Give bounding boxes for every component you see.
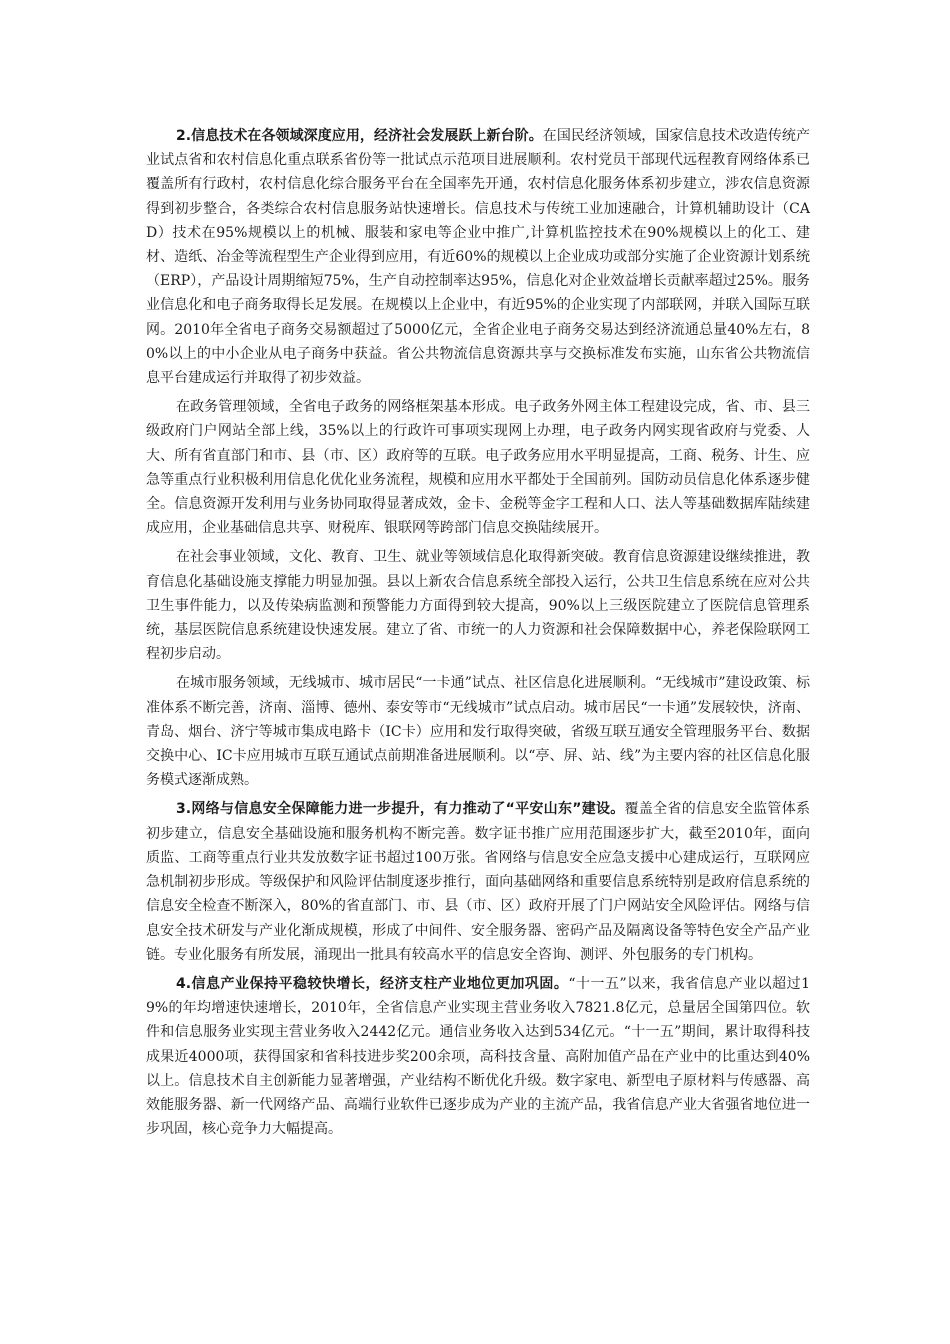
paragraph-text: 覆盖全省的信息安全监管体系初步建立，信息安全基础设施和服务机构不断完善。数字证书推广应用范围逐步扩大，截至2010年，面向质监、工商等重点行业共发放数字证书超过100万张。省网络与信息安全应急支援中心建成运行，互联网应急机制初步形成。等级保护和风险评估制度逐步推行，面向基础网络和重要信息系统特别是政府信息系统的信息安全检查不断深入，80%的省直部门、市、县（市、区）政府开展了门户网站安全风险评估。网络与信息安全技术研发与产业化渐成规模，形成了中间件、安全服务器、密码产品及隔离设备等特色安全产品产业链。专业化服务有所发展，涌现出一批具有较高水平的信息安全咨询、测评、外包服务的专门机构。 xyxy=(146,801,810,963)
document-body xyxy=(146,124,810,1146)
paragraph-text: “十一五”以来，我省信息产业以超过19%的年均增速快速增长，2010年，全省信息产业实现主营业务收入7821.8亿元，总量居全国第四位。软件和信息服务业实现主营业务收入2442亿元。通信业务收入达到534亿元。“十一五”期间，累计取得科技成果近4000项，获得国家和省科技进步奖200余项，高科技含量、高附加值产品在产业中的比重达到40%以上。信息技术自主创新能力显著增强，产业结构不断优化升级。数字家电、新型电子原材料与传感器、高效能服务器、新一代网络产品、高端行业软件已逐步成为产业的主流产品，我省信息产业大省强省地位进一步巩固，核心竞争力大幅提高。 xyxy=(146,975,810,1138)
paragraph-lead: 4.信息产业保持平稳较快增长，经济支柱产业地位更加巩固。 xyxy=(176,975,569,992)
paragraph-e-government xyxy=(146,395,810,540)
paragraph-text: 在社会事业领域，文化、教育、卫生、就业等领域信息化取得新突破。教育信息资源建设继续推进，教育信息化基础设施支撑能力明显加强。县以上新农合信息系统全部投入运行，公共卫生信息系统在应对公共卫生事件能力，以及传染病监测和预警能力方面得到较大提高，90%以上三级医院建立了医院信息管理系统，基层医院信息系统建设快速发展。建立了省、市统一的人力资源和社会保障数据中心，养老保险联网工程初步启动。 xyxy=(146,549,810,663)
paragraph-network-security xyxy=(146,797,810,966)
paragraph-text: 在城市服务领域，无线城市、城市居民“一卡通”试点、社区信息化进展顺利。“无线城市”建设政策、标准体系不断完善，济南、淄博、德州、泰安等市“无线城市”试点启动。城市居民“一卡通”发展较快，济南、青岛、烟台、济宁等城市集成电路卡（IC卡）应用和发行取得突破，省级互联互通安全管理服务平台、数据交换中心、IC卡应用城市互联互通试点前期准备进展顺利。以“亭、屏、站、线”为主要内容的社区信息化服务模式逐渐成熟。 xyxy=(146,675,810,789)
paragraph-city-services xyxy=(146,671,810,792)
paragraph-info-industry xyxy=(146,972,810,1141)
paragraph-info-tech-application xyxy=(146,124,810,390)
paragraph-social-affairs xyxy=(146,545,810,666)
paragraph-lead: 2.信息技术在各领域深度应用，经济社会发展跃上新台阶。 xyxy=(176,128,543,144)
paragraph-text: 在国民经济领域，国家信息技术改造传统产业试点省和农村信息化重点联系省份等一批试点示范项目进展顺利。农村党员干部现代远程教育网络体系已覆盖所有行政村，农村信息化综合服务平台在全国率先开通，农村信息化服务体系初步建立，涉农信息资源得到初步整合，各类综合农村信息服务站快速增长。信息技术与传统工业加速融合，计算机辅助设计（CAD）技术在95%规模以上的机械、服装和家电等企业中推广,计算机监控技术在90%规模以上的化工、建材、造纸、冶金等流程型生产企业得到应用，有近60%的规模以上企业成功或部分实施了企业资源计划系统（ERP），产品设计周期缩短75%，生产自动控制率达95%，信息化对企业效益增长贡献率超过25%。服务业信息化和电子商务取得长足发展。在规模以上企业中，有近95%的企业实现了内部联网，并联入国际互联网。2010年全省电子商务交易额超过了5000亿元，全省企业电子商务交易达到经济流通总量40%左右，80%以上的中小企业从电子商务中获益。省公共物流信息资源共享与交换标准发布实施，山东省公共物流信息平台建成运行并取得了初步效益。 xyxy=(146,128,810,387)
paragraph-text: 在政务管理领域，全省电子政务的网络框架基本形成。电子政务外网主体工程建设完成，省、市、县三级政府门户网站全部上线，35%以上的行政许可事项实现网上办理，电子政务内网实现省政府与党委、人大、所有省直部门和市、县（市、区）政府等的互联。电子政务应用水平明显提高，工商、税务、计生、应急等重点行业积极利用信息化优化业务流程，规模和应用水平都处于全国前列。国防动员信息化体系逐步健全。信息资源开发利用与业务协同取得显著成效，金卡、金税等金字工程和人口、法人等基础数据库陆续建成应用，企业基础信息共享、财税库、银联网等跨部门信息交换陆续展开。 xyxy=(146,399,810,537)
paragraph-lead: 3.网络与信息安全保障能力进一步提升，有力推动了“平安山东”建设。 xyxy=(176,801,625,818)
